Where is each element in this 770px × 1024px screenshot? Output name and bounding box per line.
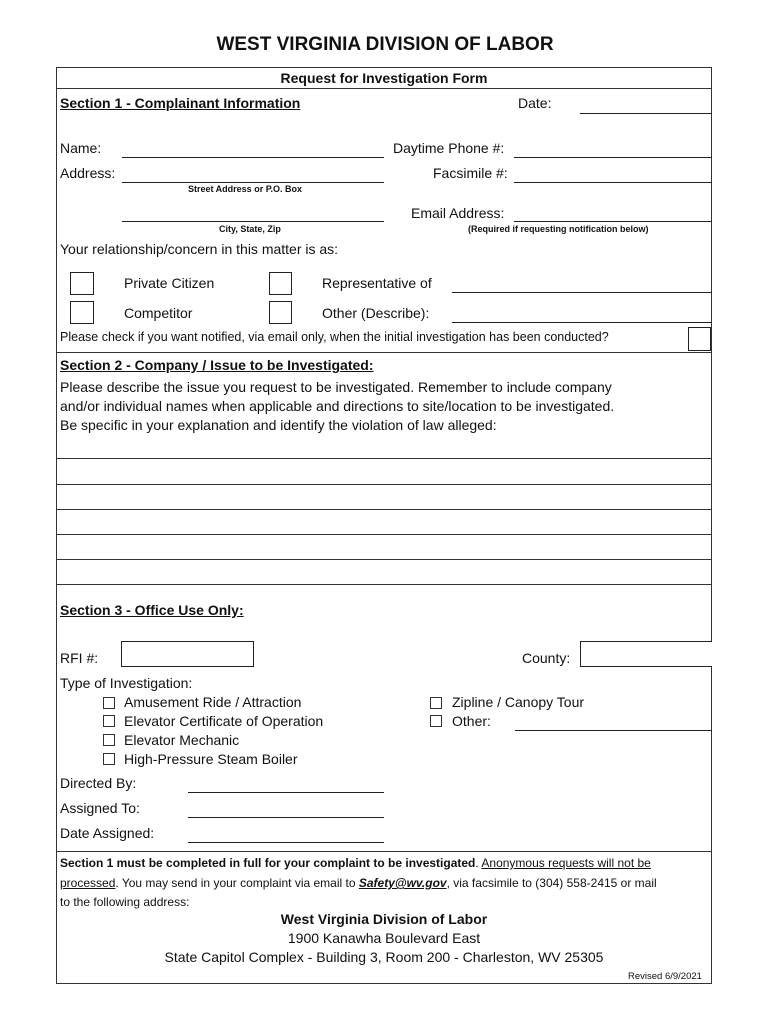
footer-line-3: to the following address: bbox=[60, 895, 190, 909]
other-type-checkbox[interactable] bbox=[430, 715, 442, 727]
county-field[interactable] bbox=[580, 641, 712, 667]
private-citizen-checkbox[interactable] bbox=[70, 272, 94, 295]
other-type-field[interactable] bbox=[515, 730, 712, 731]
description-line-4[interactable] bbox=[56, 534, 712, 535]
notify-text: Please check if you want notified, via email only, when the initial investigation has been conducted? bbox=[60, 330, 609, 344]
rfi-field[interactable] bbox=[121, 641, 254, 667]
page-title: WEST VIRGINIA DIVISION OF LABOR bbox=[216, 34, 554, 55]
relationship-prompt: Your relationship/concern in this matter is as: bbox=[60, 241, 339, 257]
email-label: Email Address: bbox=[411, 205, 505, 221]
section2-line2: and/or individual names when applicable and directions to site/location to be investigated. bbox=[60, 398, 615, 414]
fax-label: Facsimile #: bbox=[433, 165, 508, 181]
directed-by-label: Directed By: bbox=[60, 775, 137, 791]
email-caption: (Required if requesting notification below) bbox=[468, 224, 649, 234]
footer-anonymous-text: Anonymous requests will not be bbox=[481, 856, 651, 870]
elevator-cert-label: Elevator Certificate of Operation bbox=[124, 713, 324, 729]
zipline-checkbox[interactable] bbox=[430, 697, 442, 709]
rfi-label: RFI #: bbox=[60, 650, 99, 666]
section3-heading: Section 3 - Office Use Only: bbox=[60, 602, 244, 618]
elevator-mechanic-checkbox[interactable] bbox=[103, 734, 115, 746]
footer-line-2 bbox=[60, 876, 657, 890]
footer-line-1 bbox=[60, 856, 651, 870]
representative-checkbox[interactable] bbox=[269, 272, 292, 295]
form-title: Request for Investigation Form bbox=[280, 70, 488, 86]
city-caption: City, State, Zip bbox=[219, 224, 281, 234]
name-label: Name: bbox=[60, 140, 102, 156]
footer-required-text: Section 1 must be completed in full for your complaint to be investigated bbox=[60, 856, 476, 870]
boiler-label: High-Pressure Steam Boiler bbox=[124, 751, 298, 767]
amusement-checkbox[interactable] bbox=[103, 697, 115, 709]
private-citizen-label: Private Citizen bbox=[124, 275, 215, 291]
divider bbox=[56, 851, 712, 852]
form-frame bbox=[56, 67, 712, 984]
investigation-type-label: Type of Investigation: bbox=[60, 675, 193, 691]
description-line-3[interactable] bbox=[56, 509, 712, 510]
street-address-field[interactable] bbox=[122, 182, 384, 183]
date-assigned-label: Date Assigned: bbox=[60, 825, 155, 841]
fax-field[interactable] bbox=[514, 182, 712, 183]
competitor-checkbox[interactable] bbox=[70, 301, 94, 324]
footer-city: State Capitol Complex - Building 3, Room 200 - Charleston, WV 25305 bbox=[164, 949, 604, 965]
date-field[interactable] bbox=[580, 113, 712, 114]
phone-field[interactable] bbox=[514, 157, 712, 158]
zipline-label: Zipline / Canopy Tour bbox=[452, 694, 585, 710]
elevator-mechanic-label: Elevator Mechanic bbox=[124, 732, 240, 748]
assigned-to-field[interactable] bbox=[188, 817, 384, 818]
address-label: Address: bbox=[60, 165, 116, 181]
name-field[interactable] bbox=[122, 157, 384, 158]
section2-line1: Please describe the issue you request to be investigated. Remember to include company bbox=[60, 379, 612, 395]
representative-field[interactable] bbox=[452, 292, 712, 293]
section1-heading: Section 1 - Complainant Information bbox=[60, 95, 301, 111]
section2-line3: Be specific in your explanation and identify the violation of law alleged: bbox=[60, 417, 497, 433]
assigned-to-label: Assigned To: bbox=[60, 800, 140, 816]
other-describe-field[interactable] bbox=[452, 322, 712, 323]
section2-heading: Section 2 - Company / Issue to be Investigated: bbox=[60, 357, 374, 373]
footer-send-text: . You may send in your complaint via email to bbox=[115, 876, 356, 890]
notify-checkbox[interactable] bbox=[688, 327, 711, 351]
footer-fax-text: , via facsimile to (304) 558-2415 or mail bbox=[446, 876, 657, 890]
phone-label: Daytime Phone #: bbox=[393, 140, 505, 156]
city-state-zip-field[interactable] bbox=[122, 221, 384, 222]
county-label: County: bbox=[522, 650, 571, 666]
other-describe-checkbox[interactable] bbox=[269, 301, 292, 324]
representative-label: Representative of bbox=[322, 275, 432, 291]
footer-email-link[interactable]: Safety@wv.gov bbox=[358, 876, 447, 890]
description-line-2[interactable] bbox=[56, 484, 712, 485]
divider bbox=[56, 88, 712, 89]
footer-period: . bbox=[475, 856, 479, 870]
footer-org: West Virginia Division of Labor bbox=[280, 911, 488, 927]
street-caption: Street Address or P.O. Box bbox=[188, 184, 303, 194]
elevator-cert-checkbox[interactable] bbox=[103, 715, 115, 727]
other-describe-label: Other (Describe): bbox=[322, 305, 430, 321]
divider bbox=[56, 352, 712, 353]
email-field[interactable] bbox=[514, 221, 712, 222]
date-assigned-field[interactable] bbox=[188, 842, 384, 843]
boiler-checkbox[interactable] bbox=[103, 753, 115, 765]
description-line-6[interactable] bbox=[56, 584, 712, 585]
other-type-label: Other: bbox=[452, 713, 491, 729]
footer-street: 1900 Kanawha Boulevard East bbox=[287, 930, 481, 946]
revised-date: Revised 6/9/2021 bbox=[628, 971, 702, 982]
description-line-5[interactable] bbox=[56, 559, 712, 560]
competitor-label: Competitor bbox=[124, 305, 193, 321]
date-label: Date: bbox=[518, 95, 552, 111]
amusement-label: Amusement Ride / Attraction bbox=[124, 694, 302, 710]
directed-by-field[interactable] bbox=[188, 792, 384, 793]
description-line-1[interactable] bbox=[56, 458, 712, 459]
footer-processed-text: processed bbox=[60, 876, 116, 890]
